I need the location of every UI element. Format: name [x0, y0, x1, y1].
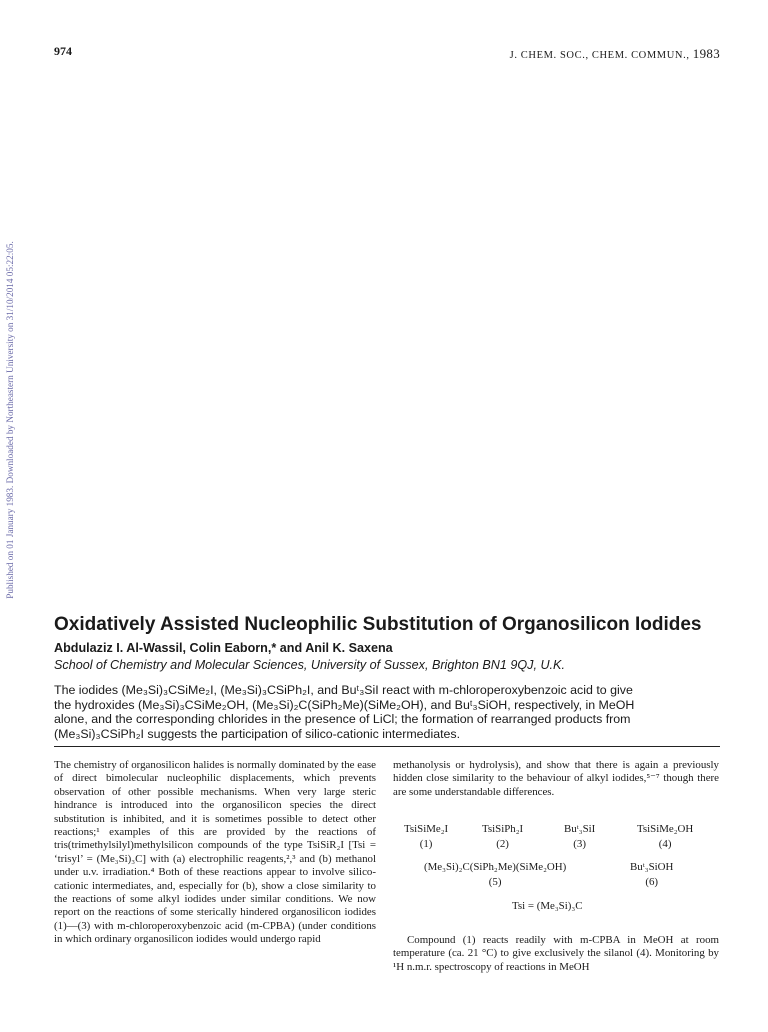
download-stamp-text: Published on 01 January 1983. Downloaded by Northeastern University on 31/10/2014 05:22:05.: [5, 241, 16, 599]
article-title: Oxidatively Assisted Nucleophilic Substitution of Organosilicon Iodides: [54, 614, 702, 635]
journal-year: 1983: [692, 46, 720, 61]
compound-2: [482, 823, 523, 850]
body-left-column: The chemistry of organosilicon halides is normally dominated by the ease of direct bimolecular nucleophilic displacements, which prevents observation of other possible mechanisms. When very large steric hindrance is introduced into the organosilicon species the direct substitution is inhibited, and it is sometimes possible to detect other reactions;¹ examples of this are provided by the reactions of tris(trimethylsilyl)methylsilicon compounds of the type TsiSiR₂I [Tsi = ‘trisyl’ = (Me₃Si)₃C] with (a) electrophilic reagents,²,³ and (b) methanol under u.v. irradiation.⁴ Both of these reactions appear to involve silico-cationic intermediates, and, especially for (b), show a close similarity to the reactions of some alkyl iodides under similar conditions. We now report on the reactions of some sterically hindered organosilicon iodides (1)—(3) with m-chloroperoxybenzoic acid (m-CPBA) (under conditions in which ordinary organosilicon iodides would undergo rapid: [54, 759, 376, 946]
journal-name: J. CHEM. SOC., CHEM. COMMUN.,: [509, 50, 690, 61]
compound-formula: TsiSiMe₂I: [404, 823, 449, 835]
article-authors: Abdulaziz I. Al-Wassil, Colin Eaborn,* and Anil K. Saxena: [54, 641, 393, 655]
compound-3: [564, 823, 595, 850]
compound-formula: Buᵗ₃SiOH: [630, 861, 674, 873]
download-stamp: [0, 210, 20, 630]
abstract-divider: [54, 746, 720, 747]
tsi-definition: Tsi = (Me₃Si)₃C: [512, 900, 583, 912]
compound-label: (1): [419, 838, 433, 850]
compound-label: (4): [658, 838, 672, 850]
abstract-line: the hydroxides (Me₃Si)₃CSiMe₂OH, (Me₃Si)₂C(SiPh₂Me)(SiMe₂OH), and Buᵗ₃SiOH, respectively, in MeOH: [54, 697, 635, 712]
page-number: 974: [54, 44, 72, 58]
compound-formula: Buᵗ₃SiI: [564, 823, 596, 835]
compound-5: [424, 861, 566, 888]
compound-label: (5): [488, 876, 502, 888]
compound-4: [637, 823, 693, 850]
body-right-column-top: methanolysis or hydrolysis), and show that there is again a previously hidden close similarity to the behaviour of alkyl iodides,⁵⁻⁷ though there are some understandable differences.: [393, 759, 719, 798]
compound-formula: (Me₃Si)₂C(SiPh₂Me)(SiMe₂OH): [424, 861, 567, 873]
abstract-line: (Me₃Si)₃CSiPh₂I suggests the participation of silico-cationic intermediates.: [54, 726, 461, 741]
compound-label: (2): [496, 838, 509, 850]
compound-formula: TsiSiPh₂I: [482, 823, 524, 835]
compound-formula: TsiSiMe₂OH: [637, 823, 694, 835]
abstract-line: The iodides (Me₃Si)₃CSiMe₂I, (Me₃Si)₃CSiPh₂I, and Buᵗ₃SiI react with m-chloroperoxybenzoic acid to give: [54, 683, 633, 697]
compound-label: (6): [645, 876, 659, 888]
abstract-line: alone, and the corresponding chlorides in the presence of LiCl; the formation of rearranged products from: [54, 712, 631, 727]
article-affiliation: School of Chemistry and Molecular Sciences, University of Sussex, Brighton BN1 9QJ, U.K.: [54, 658, 565, 672]
article-abstract: [54, 683, 719, 741]
compound-label: (3): [573, 838, 586, 850]
journal-header: [510, 46, 720, 62]
body-right-column-bottom: Compound (1) reacts readily with m-CPBA in MeOH at room temperature (ca. 21 °C) to give exclusively the silanol (4). Monitoring by ¹H n.m.r. spectroscopy of reactions in MeOH: [393, 934, 719, 973]
compound-1: [404, 823, 448, 850]
compound-6: [630, 861, 673, 888]
